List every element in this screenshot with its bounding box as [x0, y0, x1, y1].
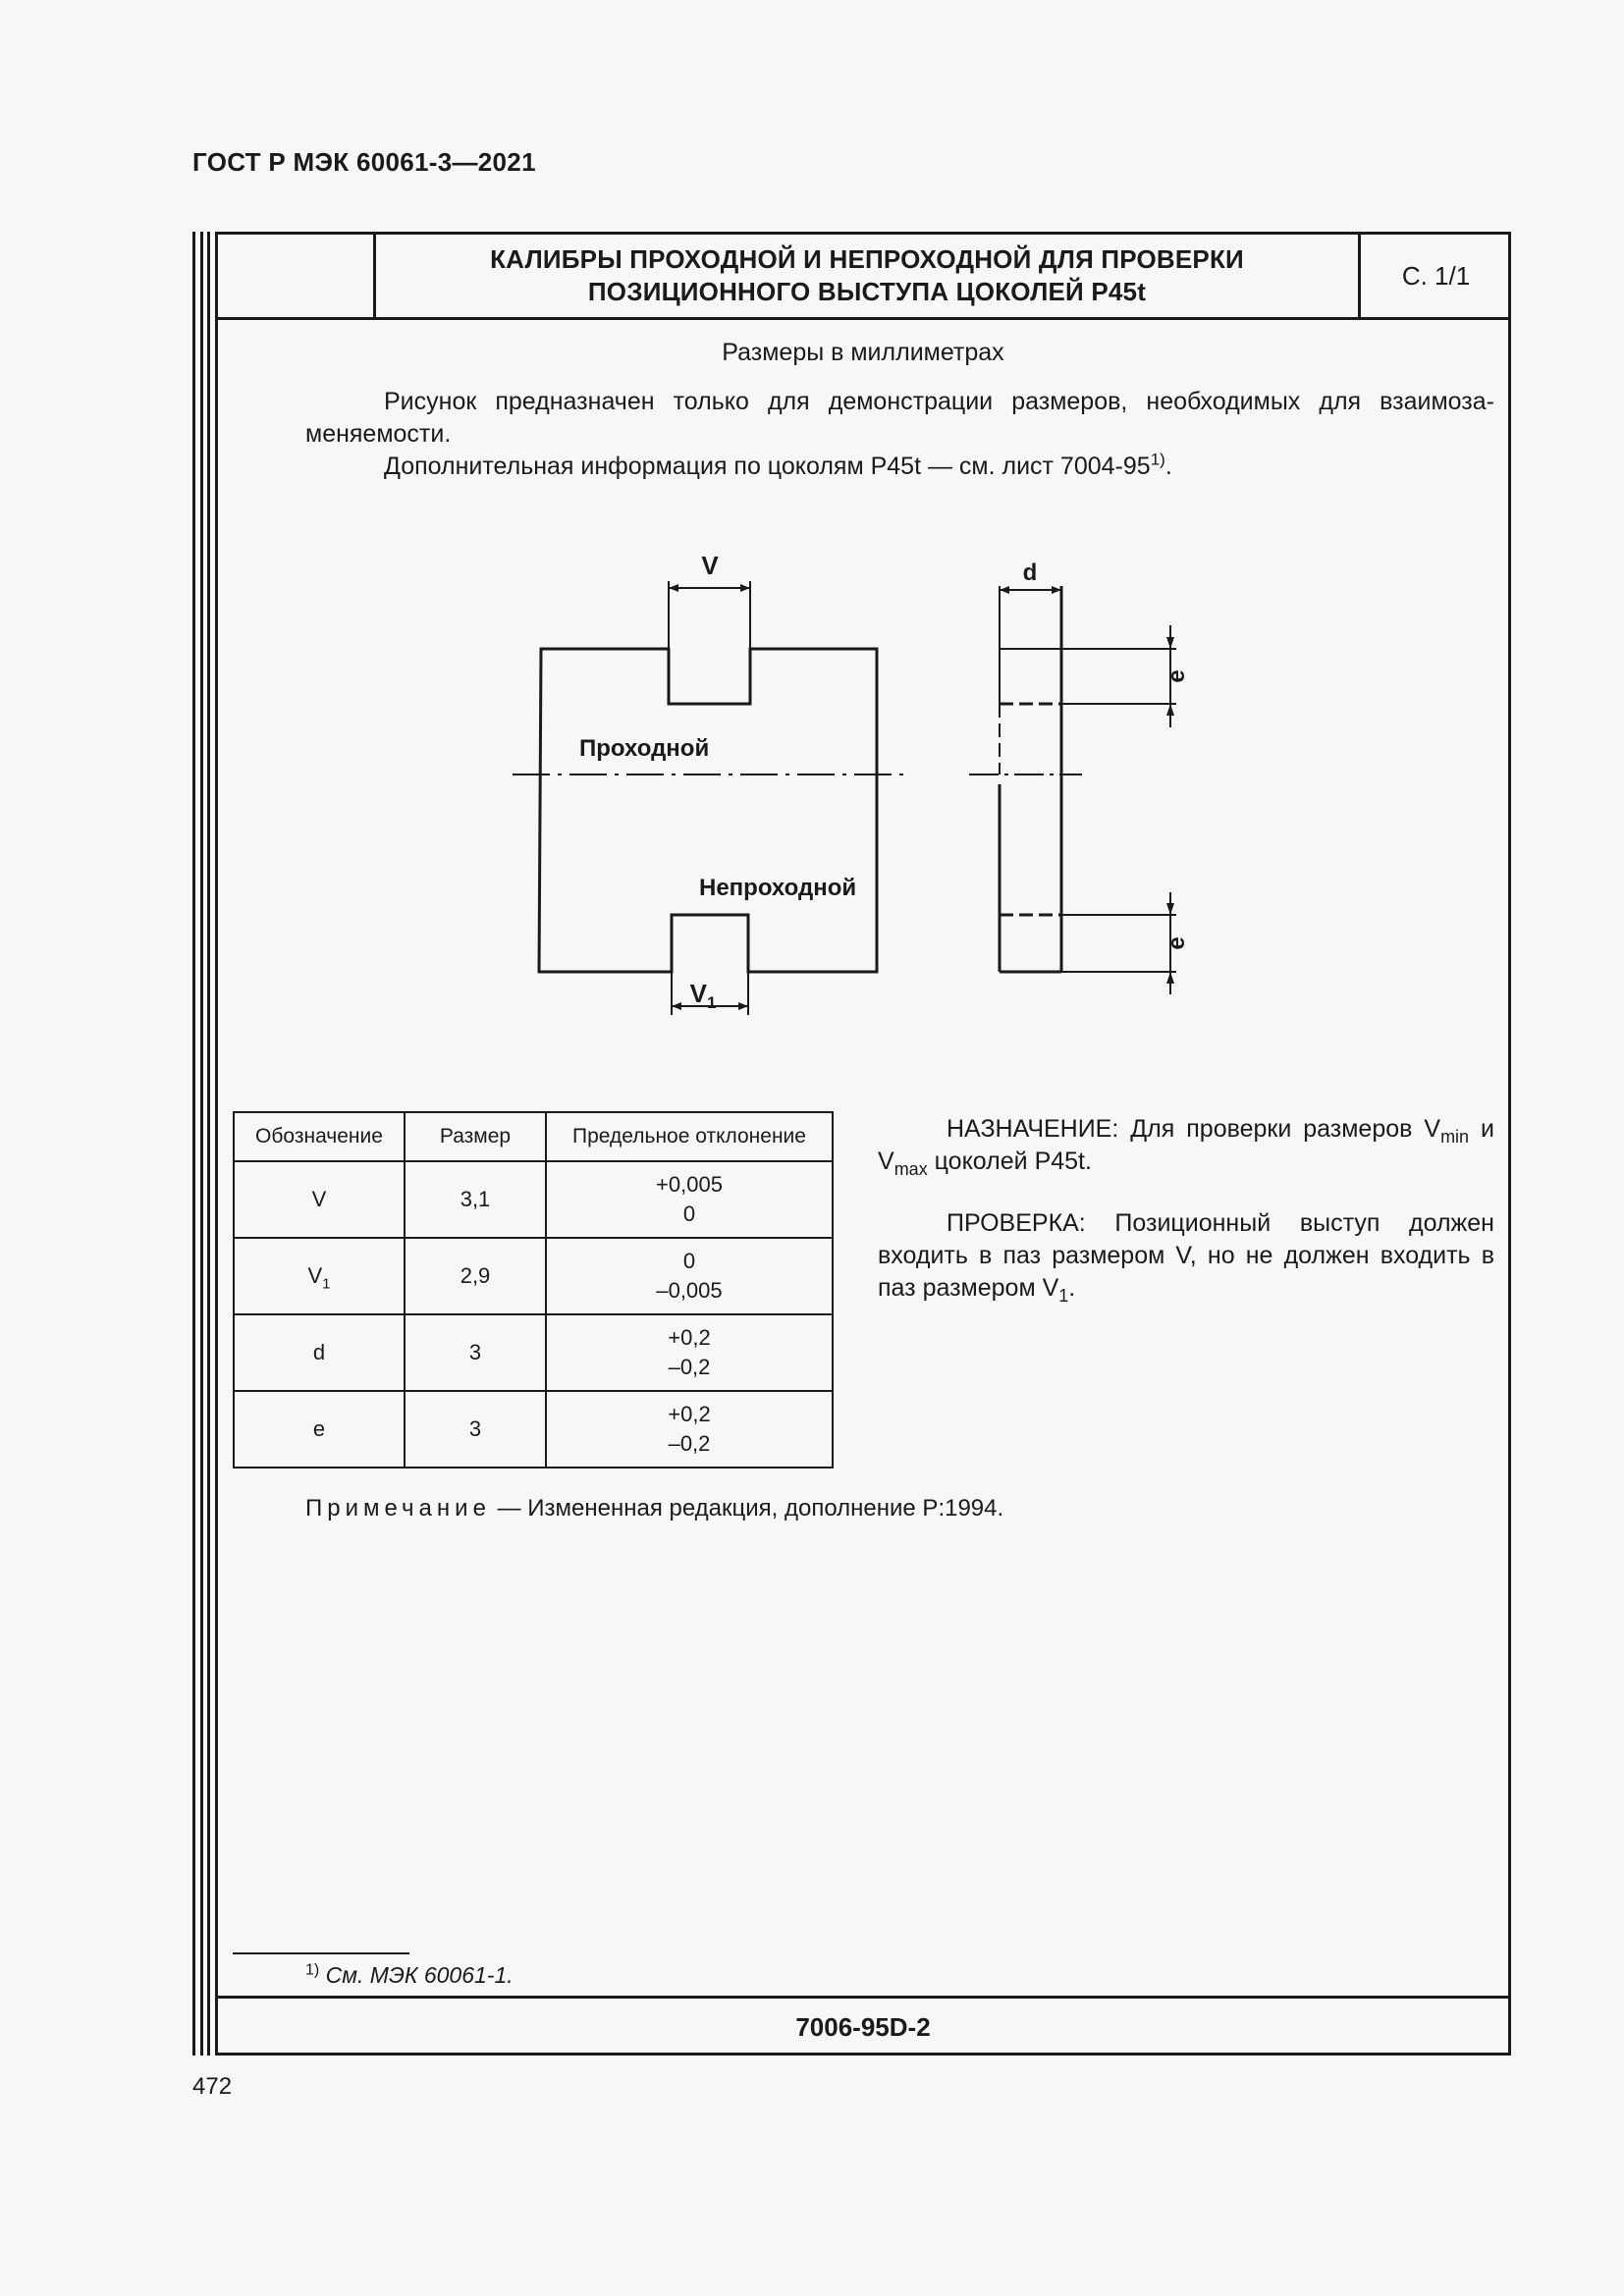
- binding-line: [207, 232, 210, 2056]
- purpose-block: [878, 1113, 1494, 1334]
- title-blank-cell: [218, 235, 376, 317]
- table-cell-tolerance: +0,2 –0,2: [546, 1391, 833, 1468]
- footnote-mark: 1): [305, 1961, 320, 1979]
- table-header: Обозначение: [234, 1112, 405, 1161]
- table-cell-tolerance: +0,005 0: [546, 1161, 833, 1238]
- footnote-ref: 1): [1150, 450, 1165, 469]
- table-row: [234, 1238, 833, 1314]
- table-row: [234, 1161, 833, 1238]
- label-e-top: e: [1164, 669, 1190, 683]
- arrowhead: [669, 584, 678, 592]
- title-block: [218, 235, 1508, 320]
- label-v: V: [701, 551, 719, 580]
- table-cell-size: 3: [405, 1391, 546, 1468]
- document-header: ГОСТ Р МЭК 60061-3—2021: [192, 147, 536, 177]
- table-cell-size: 2,9: [405, 1238, 546, 1314]
- note: [305, 1495, 1003, 1522]
- arrowhead: [1166, 972, 1174, 984]
- arrowhead: [1166, 704, 1174, 716]
- footnote: [305, 1962, 514, 1989]
- reference-text: Дополнительная информация по цоколям P45t — см. лист 7004-95: [384, 453, 1151, 480]
- gauge-outline: [539, 649, 877, 972]
- arrowhead: [672, 1002, 681, 1010]
- table-header: Предельное отклонение: [546, 1112, 833, 1161]
- binding-line: [192, 232, 195, 2056]
- label-v1-base: V: [689, 979, 707, 1008]
- footnote-separator: [233, 1952, 409, 1954]
- table-cell-symbol: $V_1$: [234, 1238, 405, 1314]
- sheet-title-line-2: ПОЗИЦИОННОГО ВЫСТУПА ЦОКОЛЕЙ P45t: [587, 277, 1147, 306]
- label-v1: [690, 979, 717, 1012]
- intro-paragraph: [305, 386, 1494, 451]
- table-header-row: [234, 1112, 833, 1161]
- table-cell-size: 3: [405, 1314, 546, 1391]
- label-go-gauge: Проходной: [579, 735, 710, 762]
- label-d: d: [1022, 560, 1038, 586]
- table-cell-symbol: d: [234, 1314, 405, 1391]
- sheet-title-line-1: КАЛИБРЫ ПРОХОДНОЙ И НЕПРОХОДНОЙ ДЛЯ ПРОВЕРКИ: [490, 244, 1244, 274]
- dimensions-table: [233, 1111, 834, 1468]
- label-v1-sub: 1: [706, 993, 717, 1012]
- table-header: Размер: [405, 1112, 546, 1161]
- sheet-title: [376, 235, 1358, 317]
- check-paragraph: ПРОВЕРКА: Позиционный выступ должен входить в паз размером V, но не должен входить в паз размером $V_1$.: [878, 1209, 1494, 1306]
- reference-paragraph: [305, 451, 1494, 483]
- table-row: [234, 1391, 833, 1468]
- footnote-text: См. МЭК 60061-1.: [319, 1962, 514, 1988]
- gauge-drawing: [218, 509, 1508, 1020]
- note-lead: Примечание: [305, 1495, 491, 1522]
- binding-line: [200, 232, 203, 2056]
- arrowhead: [738, 1002, 748, 1010]
- sheet-code: 7006-95D-2: [218, 1996, 1508, 2056]
- table-cell-size: 3,1: [405, 1161, 546, 1238]
- arrowhead: [1166, 903, 1174, 915]
- arrowhead: [1166, 637, 1174, 649]
- table-cell-tolerance: 0 –0,005: [546, 1238, 833, 1314]
- sheet-frame: [215, 232, 1511, 2056]
- intro-text: Рисунок предназначен только для демонстрации размеров, необходимых для взаимоза-меняемости.: [305, 388, 1494, 448]
- sheet-number: С. 1/1: [1358, 235, 1511, 317]
- arrowhead: [740, 584, 750, 592]
- label-nogo-gauge: Непроходной: [699, 875, 857, 901]
- page-number: 472: [192, 2073, 233, 2100]
- purpose-paragraph: НАЗНАЧЕНИЕ: Для проверки размеров $V_{min}$ и $V_{max}$ цоколей P45t.: [878, 1115, 1494, 1179]
- note-text: — Измененная редакция, дополнение P:1994.: [490, 1495, 1004, 1522]
- table-cell-symbol: e: [234, 1391, 405, 1468]
- label-e-bottom: e: [1164, 936, 1190, 950]
- table-cell-symbol: V: [234, 1161, 405, 1238]
- reference-end: .: [1164, 453, 1172, 480]
- units-note: Размеры в миллиметрах: [722, 339, 1004, 366]
- table-row: [234, 1314, 833, 1391]
- arrowhead: [1000, 586, 1009, 594]
- table-cell-tolerance: +0,2 –0,2: [546, 1314, 833, 1391]
